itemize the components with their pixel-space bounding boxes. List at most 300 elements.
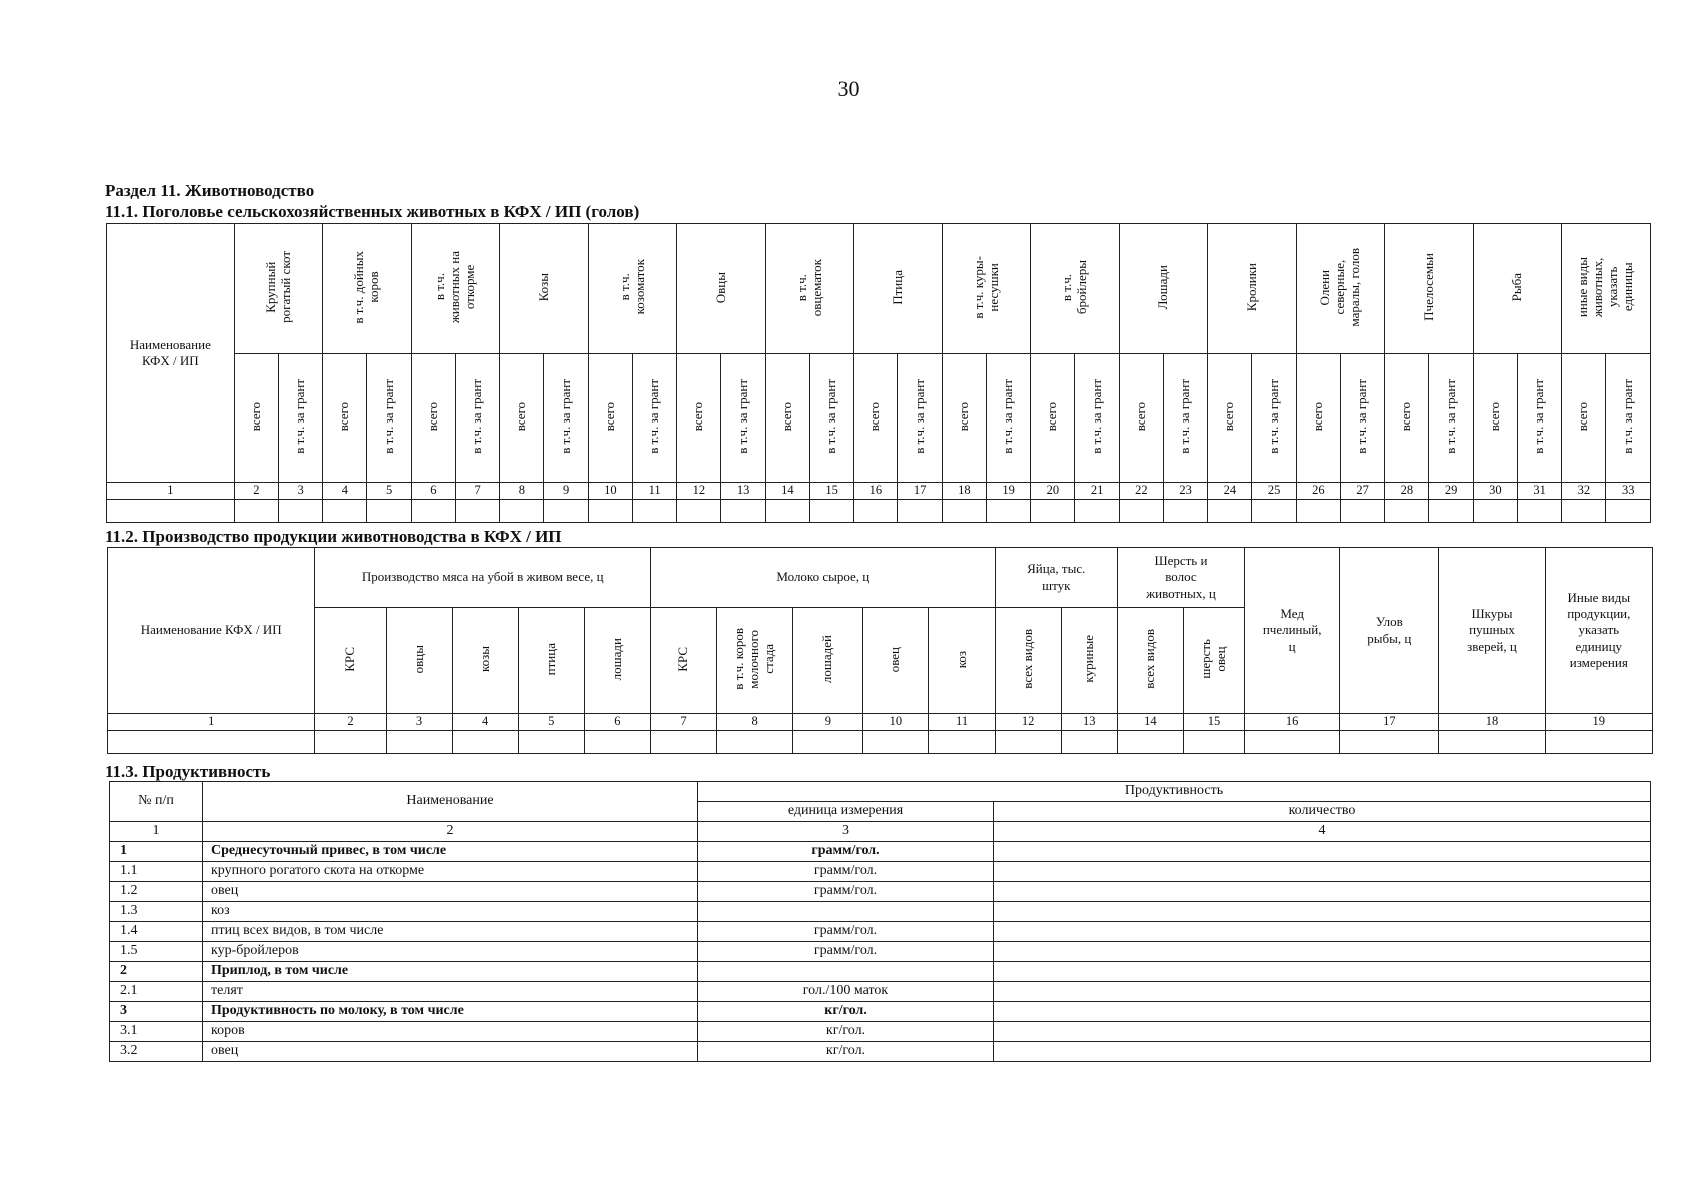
t2-milk-col <box>863 608 929 714</box>
t1-col-number: 12 <box>677 483 721 500</box>
t1-group-header-text: Кролики <box>1243 263 1259 312</box>
t1-subheader-grant <box>1075 354 1119 483</box>
t1-group-header <box>1031 224 1120 354</box>
t1-group-header-text: Рыба <box>1509 273 1525 302</box>
t1-group-header-text: Птица <box>889 269 905 305</box>
t1-col-number: 30 <box>1473 483 1517 500</box>
row-quantity <box>994 862 1651 882</box>
t2-col-number: 6 <box>584 714 650 731</box>
t1-subheader-total-text: всего <box>424 402 440 432</box>
t1-subheader-grant <box>455 354 499 483</box>
row-name: кур-бройлеров <box>203 942 698 962</box>
t2-data-cell <box>452 731 518 754</box>
t1-subheader-grant-text: в т.ч. за грант <box>1088 379 1104 455</box>
t2-col-number: 4 <box>452 714 518 731</box>
t2-milk-col <box>717 608 793 714</box>
t1-col-number: 6 <box>411 483 455 500</box>
t1-subheader-grant-text: в т.ч. за грант <box>1265 379 1281 455</box>
row-quantity <box>994 1022 1651 1042</box>
t2-eggs-col <box>995 608 1061 714</box>
t1-group-header-text: Овцы <box>712 271 728 303</box>
t1-col-number: 24 <box>1208 483 1252 500</box>
table-2-title: 11.2. Производство продукции животноводства в КФХ / ИП <box>105 527 562 546</box>
t3-unit-header: единица измерения <box>698 802 994 822</box>
row-unit: грамм/гол. <box>698 942 994 962</box>
t1-subheader-total <box>677 354 721 483</box>
t2-data-cell <box>1340 731 1439 754</box>
t2-col-number: 13 <box>1061 714 1117 731</box>
t1-data-cell <box>367 500 411 523</box>
row-quantity <box>994 1042 1651 1062</box>
t1-group-header <box>942 224 1031 354</box>
t1-data-cell <box>1429 500 1473 523</box>
row-quantity <box>994 902 1651 922</box>
t2-meat-col-text: овцы <box>410 645 426 674</box>
production-table <box>107 547 1653 754</box>
t1-subheader-total-text: всего <box>1575 402 1591 432</box>
t2-data-cell <box>108 731 315 754</box>
t2-data-cell <box>1117 731 1183 754</box>
t2-wool-col-text: шерсть овец <box>1198 639 1228 680</box>
t1-data-cell <box>411 500 455 523</box>
row-quantity <box>994 842 1651 862</box>
t1-subheader-total-text: всего <box>1309 402 1325 432</box>
table-row <box>110 962 1651 982</box>
t1-subheader-total <box>411 354 455 483</box>
t1-subheader-total-text: всего <box>1132 402 1148 432</box>
t1-subheader-total-text: всего <box>601 402 617 432</box>
row-name: овец <box>203 1042 698 1062</box>
t2-meat-col <box>315 608 386 714</box>
t1-subheader-total-text: всего <box>1398 402 1414 432</box>
table-3-title: 11.3. Продуктивность <box>105 762 271 781</box>
t1-subheader-total-text: всего <box>955 402 971 432</box>
t1-group-header <box>1562 224 1651 354</box>
t1-group-header-text: Крупный рогатый скот <box>262 251 293 324</box>
t1-col-number: 26 <box>1296 483 1340 500</box>
t1-data-cell <box>1517 500 1561 523</box>
t1-subheader-total <box>1385 354 1429 483</box>
t1-group-header <box>411 224 500 354</box>
t1-data-cell <box>854 500 898 523</box>
t1-subheader-total-text: всего <box>247 402 263 432</box>
t1-subheader-grant <box>632 354 676 483</box>
t2-milk-col-text: в т.ч. коров молочного стада <box>731 628 777 691</box>
t1-data-cell <box>500 500 544 523</box>
t1-group-header <box>765 224 854 354</box>
t2-col-number: 16 <box>1245 714 1340 731</box>
t1-group-header-text: в т.ч. куры- несушки <box>970 255 1001 319</box>
t1-subheader-grant-text: в т.ч. за грант <box>1442 379 1458 455</box>
row-number: 1 <box>110 842 203 862</box>
table-row <box>110 882 1651 902</box>
t1-group-header-text: Козы <box>535 272 551 302</box>
t1-col-number: 16 <box>854 483 898 500</box>
t2-data-cell <box>1545 731 1652 754</box>
t2-col-number: 2 <box>315 714 386 731</box>
t1-subheader-grant <box>898 354 942 483</box>
t2-col-number: 17 <box>1340 714 1439 731</box>
table-row <box>110 1042 1651 1062</box>
t1-data-cell <box>1208 500 1252 523</box>
t1-group-header <box>1473 224 1562 354</box>
table-1-title: 11.1. Поголовье сельскохозяйственных животных в КФХ / ИП (голов) <box>105 202 640 221</box>
t1-col-number: 10 <box>588 483 632 500</box>
t1-subheader-total <box>323 354 367 483</box>
t1-col-number: 3 <box>278 483 322 500</box>
row-number: 1.5 <box>110 942 203 962</box>
t1-subheader-grant-text: в т.ч. за грант <box>469 379 485 455</box>
row-unit <box>698 902 994 922</box>
t1-group-header-text: в т.ч. животных на откорме <box>432 251 477 324</box>
t2-honey-header: Мед пчелиный, ц <box>1245 548 1340 714</box>
table-row <box>110 1022 1651 1042</box>
t2-data-cell <box>793 731 863 754</box>
t3-num-header: № п/п <box>110 782 203 822</box>
livestock-table <box>106 223 1651 523</box>
t1-subheader-grant <box>1340 354 1384 483</box>
t1-group-header <box>234 224 323 354</box>
row-unit: кг/гол. <box>698 1022 994 1042</box>
t1-data-cell <box>1340 500 1384 523</box>
t1-col-number: 18 <box>942 483 986 500</box>
t1-subheader-grant-text: в т.ч. за грант <box>823 379 839 455</box>
t2-meat-col-text: КРС <box>341 646 357 672</box>
t3-productivity-header: Продуктивность <box>698 782 1651 802</box>
row-number: 1.2 <box>110 882 203 902</box>
row-name: Приплод, в том числе <box>203 962 698 982</box>
t1-group-header <box>677 224 766 354</box>
t1-subheader-total <box>234 354 278 483</box>
section-title: Раздел 11. Животноводство <box>105 181 315 200</box>
t1-subheader-grant <box>986 354 1030 483</box>
t2-milk-col-text: овец <box>887 646 903 672</box>
t1-subheader-total <box>765 354 809 483</box>
t2-other-header: Иные виды продукции, указать единицу измерения <box>1545 548 1652 714</box>
t1-subheader-total <box>1208 354 1252 483</box>
t1-col-number: 31 <box>1517 483 1561 500</box>
row-unit: грамм/гол. <box>698 882 994 902</box>
t3-name-header: Наименование <box>203 782 698 822</box>
t2-data-cell <box>584 731 650 754</box>
t1-group-header-text: в т.ч. дойных коров <box>351 250 381 324</box>
t1-col-number: 5 <box>367 483 411 500</box>
t2-col-number: 14 <box>1117 714 1183 731</box>
t2-col-number: 8 <box>717 714 793 731</box>
t1-group-header <box>854 224 943 354</box>
t2-meat-col <box>518 608 584 714</box>
row-quantity <box>994 962 1651 982</box>
t1-col-number: 20 <box>1031 483 1075 500</box>
t1-subheader-total <box>854 354 898 483</box>
t1-group-header <box>323 224 412 354</box>
t1-group-header-text: иные виды животных, указать единицы <box>1575 257 1636 318</box>
t1-data-cell <box>1031 500 1075 523</box>
t1-group-header <box>588 224 677 354</box>
t2-col-number: 7 <box>651 714 717 731</box>
t1-subheader-total-text: всего <box>336 402 352 432</box>
t1-col-number: 23 <box>1163 483 1207 500</box>
t1-name-header: Наименование КФХ / ИП <box>107 224 235 483</box>
t2-milk-col-text: КРС <box>675 646 691 672</box>
t1-data-cell <box>898 500 942 523</box>
t2-data-cell <box>995 731 1061 754</box>
t1-subheader-total-text: всего <box>1221 402 1237 432</box>
row-name: Продуктивность по молоку, в том числе <box>203 1002 698 1022</box>
t2-milk-col-text: коз <box>953 650 969 668</box>
t2-eggs-col <box>1061 608 1117 714</box>
row-unit: гол./100 маток <box>698 982 994 1002</box>
t1-data-cell <box>1296 500 1340 523</box>
row-name: овец <box>203 882 698 902</box>
row-number: 3.2 <box>110 1042 203 1062</box>
t1-subheader-grant <box>544 354 588 483</box>
table-row <box>110 842 1651 862</box>
t1-group-header-text: в т.ч. овцематок <box>793 258 824 316</box>
t1-col-number: 14 <box>765 483 809 500</box>
t1-subheader-total-text: всего <box>778 402 794 432</box>
t1-data-cell <box>986 500 1030 523</box>
t3-col-number: 1 <box>110 822 203 842</box>
t1-col-number: 17 <box>898 483 942 500</box>
t1-data-cell <box>1119 500 1163 523</box>
t1-col-number: 7 <box>455 483 499 500</box>
t1-subheader-total-text: всего <box>1486 402 1502 432</box>
t1-subheader-grant-text: в т.ч. за грант <box>1177 379 1193 455</box>
t1-subheader-grant-text: в т.ч. за грант <box>380 379 396 455</box>
t1-group-header <box>1119 224 1208 354</box>
t2-milk-header: Молоко сырое, ц <box>651 548 996 608</box>
row-number: 3.1 <box>110 1022 203 1042</box>
t1-subheader-total-text: всего <box>513 402 529 432</box>
t1-data-cell <box>1385 500 1429 523</box>
t1-data-cell <box>544 500 588 523</box>
t1-subheader-total <box>1473 354 1517 483</box>
t1-col-number: 25 <box>1252 483 1296 500</box>
t1-subheader-total-text: всего <box>867 402 883 432</box>
t1-col-number: 2 <box>234 483 278 500</box>
row-unit <box>698 962 994 982</box>
t1-data-cell <box>1606 500 1651 523</box>
table-row <box>110 1002 1651 1022</box>
t1-subheader-total <box>1562 354 1606 483</box>
t1-subheader-grant <box>1163 354 1207 483</box>
t1-col-number: 21 <box>1075 483 1119 500</box>
t1-subheader-grant <box>367 354 411 483</box>
t2-wool-col-text: всех видов <box>1141 629 1157 690</box>
t2-milk-col <box>929 608 995 714</box>
t2-col-number: 19 <box>1545 714 1652 731</box>
t1-subheader-grant-text: в т.ч. за грант <box>646 379 662 455</box>
t1-subheader-total-text: всего <box>1044 402 1060 432</box>
t2-col-number: 12 <box>995 714 1061 731</box>
t1-subheader-total <box>588 354 632 483</box>
row-quantity <box>994 1002 1651 1022</box>
t1-data-cell <box>278 500 322 523</box>
t2-data-cell <box>315 731 386 754</box>
t2-fish-header: Улов рыбы, ц <box>1340 548 1439 714</box>
row-quantity <box>994 942 1651 962</box>
t1-group-header-text: Лошади <box>1155 265 1171 310</box>
t2-milk-col-text: лошадей <box>819 635 835 684</box>
t2-data-cell <box>651 731 717 754</box>
t1-col-number: 32 <box>1562 483 1606 500</box>
t2-col-number: 15 <box>1183 714 1244 731</box>
t1-data-cell <box>721 500 765 523</box>
t2-wool-col <box>1183 608 1244 714</box>
t1-group-header <box>1208 224 1297 354</box>
t2-name-header: Наименование КФХ / ИП <box>108 548 315 714</box>
t2-data-cell <box>1439 731 1545 754</box>
t1-subheader-total <box>1119 354 1163 483</box>
t2-meat-col-text: лошади <box>608 638 624 681</box>
t1-data-cell <box>632 500 676 523</box>
t1-col-number: 22 <box>1119 483 1163 500</box>
t2-data-cell <box>1183 731 1244 754</box>
t1-group-header <box>1296 224 1385 354</box>
t1-subheader-total <box>1296 354 1340 483</box>
t2-data-cell <box>518 731 584 754</box>
t1-data-cell <box>765 500 809 523</box>
page-number: 30 <box>837 76 860 101</box>
t2-furs-header: Шкуры пушных зверей, ц <box>1439 548 1545 714</box>
t2-col-number: 9 <box>793 714 863 731</box>
t2-data-cell <box>1061 731 1117 754</box>
t2-wool-col <box>1117 608 1183 714</box>
t1-subheader-grant-text: в т.ч. за грант <box>1619 379 1635 455</box>
t1-col-number: 27 <box>1340 483 1384 500</box>
t1-subheader-grant-text: в т.ч. за грант <box>1531 379 1547 455</box>
row-name: Среднесуточный привес, в том числе <box>203 842 698 862</box>
row-number: 3 <box>110 1002 203 1022</box>
t2-col-number: 3 <box>386 714 452 731</box>
t2-milk-col <box>651 608 717 714</box>
t1-col-number: 28 <box>1385 483 1429 500</box>
row-name: крупного рогатого скота на откорме <box>203 862 698 882</box>
t1-subheader-grant <box>1517 354 1561 483</box>
t2-eggs-header: Яйца, тыс. штук <box>995 548 1117 608</box>
t1-group-header-text: в т.ч. козоматок <box>616 259 647 315</box>
row-number: 1.1 <box>110 862 203 882</box>
t3-col-number: 4 <box>994 822 1651 842</box>
t2-meat-col-text: козы <box>476 646 492 673</box>
t1-data-cell <box>1252 500 1296 523</box>
t1-subheader-grant-text: в т.ч. за грант <box>292 379 308 455</box>
t2-meat-col-text: птица <box>542 643 558 676</box>
t1-data-cell <box>809 500 853 523</box>
t1-subheader-grant-text: в т.ч. за грант <box>1354 379 1370 455</box>
t3-qty-header: количество <box>994 802 1651 822</box>
t1-col-number: 33 <box>1606 483 1651 500</box>
t1-col-number: 15 <box>809 483 853 500</box>
t2-col-number: 18 <box>1439 714 1545 731</box>
row-unit: кг/гол. <box>698 1002 994 1022</box>
t2-col-number: 1 <box>108 714 315 731</box>
t1-data-cell <box>1562 500 1606 523</box>
row-unit: кг/гол. <box>698 1042 994 1062</box>
row-unit: грамм/гол. <box>698 842 994 862</box>
t1-subheader-grant <box>721 354 765 483</box>
t1-subheader-grant <box>1252 354 1296 483</box>
t1-data-cell <box>1163 500 1207 523</box>
row-quantity <box>994 882 1651 902</box>
row-quantity <box>994 922 1651 942</box>
row-number: 1.4 <box>110 922 203 942</box>
t1-data-cell <box>234 500 278 523</box>
row-name: телят <box>203 982 698 1002</box>
t1-subheader-grant <box>1429 354 1473 483</box>
t1-group-header-text: в т.ч. бройлеры <box>1059 260 1089 315</box>
t2-data-cell <box>717 731 793 754</box>
table-row <box>110 982 1651 1002</box>
productivity-table <box>109 781 1651 1062</box>
row-unit: грамм/гол. <box>698 862 994 882</box>
table-row <box>110 902 1651 922</box>
t2-eggs-col-text: всех видов <box>1019 629 1035 690</box>
t1-data-cell <box>455 500 499 523</box>
t1-subheader-grant <box>809 354 853 483</box>
table-row <box>110 922 1651 942</box>
t1-subheader-total-text: всего <box>690 402 706 432</box>
table-row <box>110 942 1651 962</box>
t2-col-number: 11 <box>929 714 995 731</box>
t1-subheader-grant-text: в т.ч. за грант <box>1000 379 1016 455</box>
row-quantity <box>994 982 1651 1002</box>
t1-subheader-total <box>500 354 544 483</box>
t1-col-number: 11 <box>632 483 676 500</box>
t2-data-cell <box>863 731 929 754</box>
t2-meat-col <box>452 608 518 714</box>
t3-col-number: 2 <box>203 822 698 842</box>
row-number: 2 <box>110 962 203 982</box>
t2-col-number: 5 <box>518 714 584 731</box>
row-name: птиц всех видов, в том числе <box>203 922 698 942</box>
t1-group-header-text: Олени северные, маралы, голов <box>1317 247 1362 327</box>
t1-subheader-grant-text: в т.ч. за грант <box>557 379 573 455</box>
t1-subheader-grant <box>1606 354 1651 483</box>
t2-data-cell <box>386 731 452 754</box>
t1-col-number: 29 <box>1429 483 1473 500</box>
t2-data-cell <box>1245 731 1340 754</box>
t2-meat-col <box>386 608 452 714</box>
t1-col-number: 13 <box>721 483 765 500</box>
t1-data-cell <box>1075 500 1119 523</box>
t2-eggs-col-text: куриные <box>1080 635 1096 683</box>
t1-subheader-total <box>1031 354 1075 483</box>
t1-col-number: 1 <box>107 483 235 500</box>
t1-group-header-text: Пчелосемьи <box>1420 253 1436 322</box>
t3-col-number: 3 <box>698 822 994 842</box>
t1-data-cell <box>677 500 721 523</box>
t1-col-number: 19 <box>986 483 1030 500</box>
t1-subheader-grant-text: в т.ч. за грант <box>734 379 750 455</box>
t1-subheader-grant <box>278 354 322 483</box>
t1-subheader-total <box>942 354 986 483</box>
t1-data-cell <box>1473 500 1517 523</box>
row-name: коз <box>203 902 698 922</box>
t1-col-number: 9 <box>544 483 588 500</box>
t1-data-cell <box>588 500 632 523</box>
t1-subheader-grant-text: в т.ч. за грант <box>911 379 927 455</box>
t2-meat-header: Производство мяса на убой в живом весе, ц <box>315 548 651 608</box>
t1-data-cell <box>942 500 986 523</box>
t1-data-cell <box>107 500 235 523</box>
t1-data-cell <box>323 500 367 523</box>
t1-group-header <box>500 224 589 354</box>
t2-wool-header: Шерсть и волос животных, ц <box>1117 548 1244 608</box>
t1-col-number: 8 <box>500 483 544 500</box>
row-number: 2.1 <box>110 982 203 1002</box>
